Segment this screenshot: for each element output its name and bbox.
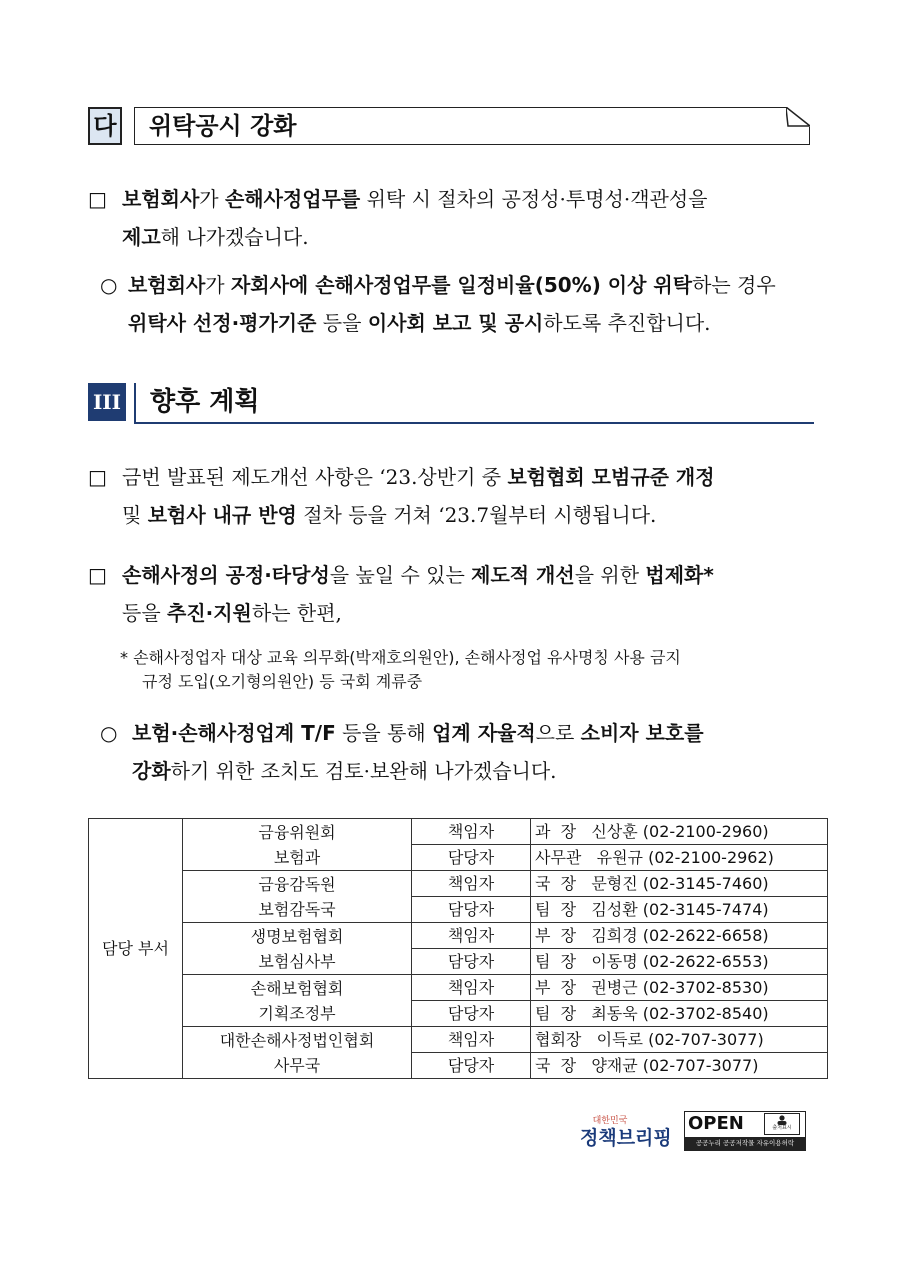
kogl-open-license-logo: OPEN 출처표시 공공누리 공공저작물 자유이용허락: [684, 1111, 808, 1153]
role-cell: 책임자: [412, 1027, 531, 1053]
role-cell: 담당자: [412, 897, 531, 923]
footnote: * 손해사정업자 대상 교육 의무화(박재호의원안), 손해사정업 유사명칭 사용 금지 규정 도입(오기형의원안) 등 국회 계류중: [120, 648, 681, 691]
folded-corner-icon: [786, 107, 810, 127]
role-cell: 책임자: [412, 975, 531, 1001]
paragraph-implementation: □ 금번 발표된 제도개선 사항은 ‘23.상반기 중 보험협회 모범규준 개정 및 보험사 내규 반영 절차 등을 거쳐 ‘23.7월부터 시행됩니다.: [88, 465, 715, 527]
paragraph-subsidiary-outsourcing: ○ 보험회사가 자회사에 손해사정업무를 일정비율(50%) 이상 위탁하는 경우 위탁사 선정·평가기준 등을 이사회 보고 및 공시하도록 추진합니다.: [100, 273, 776, 335]
org-cell: 손해보험협회 기획조정부: [183, 975, 412, 1027]
person-icon: [776, 1115, 788, 1125]
dept-header-cell: 담당 부서: [89, 819, 183, 1079]
table-row: [89, 923, 828, 949]
section-title: 위탁공시 강화: [134, 107, 810, 145]
org-cell: 금융감독원 보험감독국: [183, 871, 412, 923]
policy-briefing-logo: 대한민국 정책브리핑: [580, 1116, 672, 1149]
section-underline: [134, 422, 814, 424]
org-cell: 금융위원회 보험과: [183, 819, 412, 871]
person-cell: 팀 장 최동욱 (02-3702-8540): [531, 1001, 828, 1027]
paragraph-taskforce: ○ 보험·손해사정업계 T/F 등을 통해 업계 자율적으로 소비자 보호를 강화하기 위한 조치도 검토·보완해 나가겠습니다.: [100, 721, 704, 783]
person-cell: 과 장 신상훈 (02-2100-2960): [531, 819, 828, 845]
role-cell: 담당자: [412, 1001, 531, 1027]
role-cell: 담당자: [412, 1053, 531, 1079]
section-divider-vertical: [134, 383, 136, 423]
contact-table: [88, 818, 828, 1079]
person-cell: 국 장 양재균 (02-707-3077): [531, 1053, 828, 1079]
role-cell: 책임자: [412, 871, 531, 897]
role-cell: 담당자: [412, 845, 531, 871]
table-row: [89, 819, 828, 845]
person-cell: 팀 장 김성환 (02-3145-7474): [531, 897, 828, 923]
table-row: [89, 975, 828, 1001]
person-cell: 협회장 이득로 (02-707-3077): [531, 1027, 828, 1053]
paragraph-insurer-outsourcing: □ 보험회사가 손해사정업무를 위탁 시 절차의 공정성·투명성·객관성을 제고해 나가겠습니다.: [88, 187, 708, 249]
org-cell: 생명보험협회 보험심사부: [183, 923, 412, 975]
paragraph-legislation: □ 손해사정의 공정·타당성을 높일 수 있는 제도적 개선을 위한 법제화* 등을 추진·지원하는 한편,: [88, 563, 714, 625]
section-title-future-plan: 향후 계획: [150, 387, 260, 417]
person-cell: 팀 장 이동명 (02-2622-6553): [531, 949, 828, 975]
person-cell: 사무관 유원규 (02-2100-2962): [531, 845, 828, 871]
role-cell: 책임자: [412, 819, 531, 845]
person-cell: 부 장 권병근 (02-3702-8530): [531, 975, 828, 1001]
person-cell: 국 장 문형진 (02-3145-7460): [531, 871, 828, 897]
table-row: [89, 871, 828, 897]
section-marker: 다: [88, 107, 122, 145]
table-row: [89, 1027, 828, 1053]
role-cell: 책임자: [412, 923, 531, 949]
org-cell: 대한손해사정법인협회 사무국: [183, 1027, 412, 1079]
section-number-badge: III: [88, 383, 126, 421]
person-cell: 부 장 김희경 (02-2622-6658): [531, 923, 828, 949]
role-cell: 담당자: [412, 949, 531, 975]
